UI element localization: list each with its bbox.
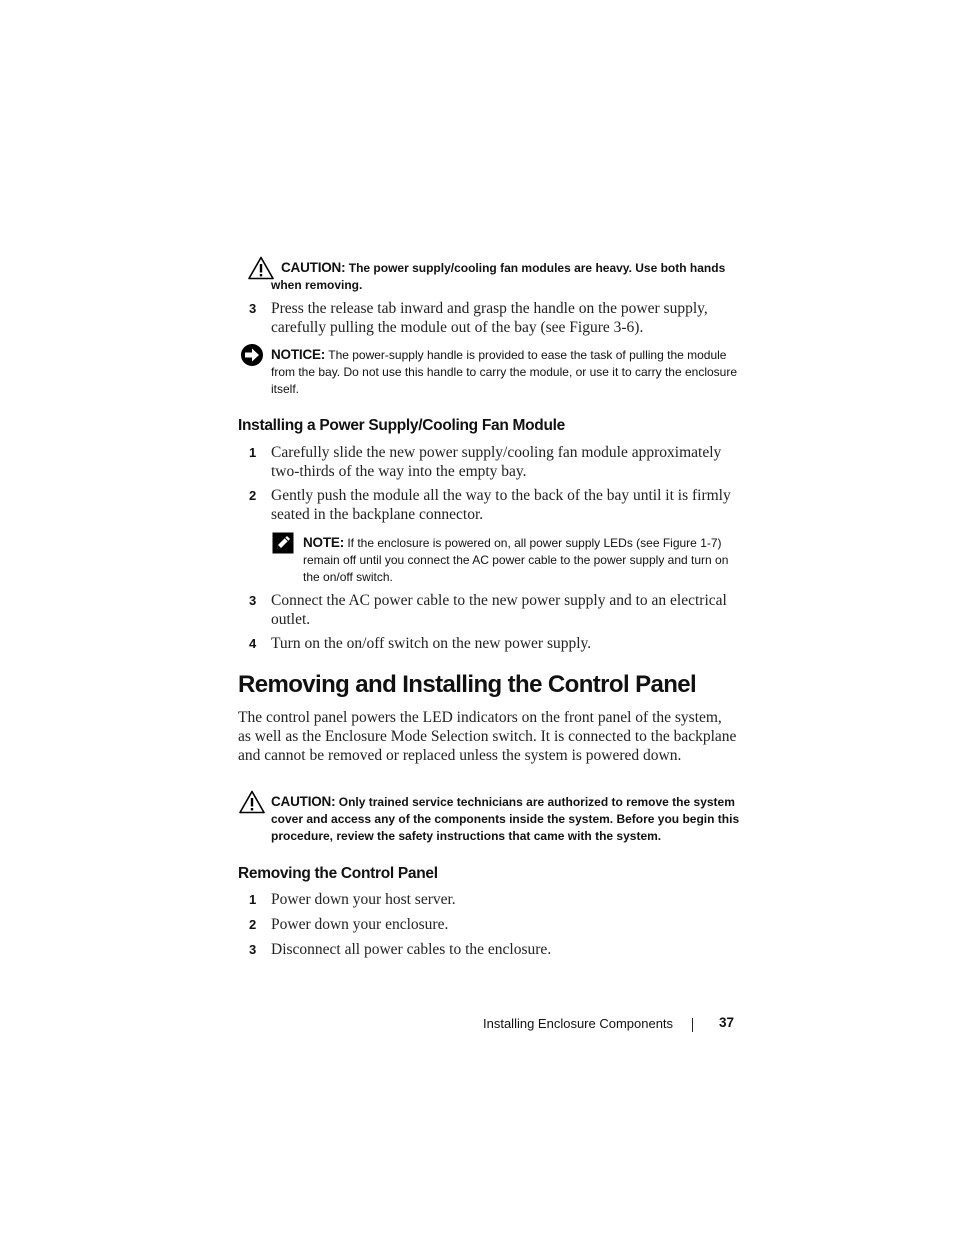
step-text: Connect the AC power cable to the new power supply and to an electrical outlet. (271, 592, 727, 628)
step-number: 3 (249, 593, 257, 608)
step-text: Turn on the on/off switch on the new power supply. (271, 635, 592, 652)
caution-text: Only trained service technicians are authorized to remove the system cover and access any of the components inside the system. Before you begin this procedure, review the safety instructions that came with the system. (271, 795, 740, 843)
caution-message (271, 793, 741, 845)
footer-chapter-title: Installing Enclosure Components (483, 1016, 674, 1031)
step-text: Press the release tab inward and grasp the handle on the power supply, carefully pulling the module out of the bay (see Figure 3-6). (271, 300, 708, 336)
section-heading: Removing the Control Panel (238, 865, 438, 882)
footer-divider (692, 1018, 693, 1032)
page-title: Removing and Installing the Control Panel (238, 671, 697, 698)
page-number: 37 (719, 1015, 735, 1030)
notice-arrow-icon (240, 343, 264, 367)
step-number: 2 (249, 917, 257, 932)
step-text: Power down your host server. (271, 891, 456, 908)
section-heading: Installing a Power Supply/Cooling Fan Module (238, 417, 565, 434)
step-text: Carefully slide the new power supply/cooling fan module approximately two-thirds of the way into the empty bay. (271, 444, 722, 480)
note-text: If the enclosure is powered on, all power supply LEDs (see Figure 1-7) remain off until you connect the AC power cable to the power supply and turn on the on/off switch. (303, 536, 729, 584)
notice-text: The power-supply handle is provided to ease the task of pulling the module from the bay. Do not use this handle to carry the module, or use it to carry the enclosure itself. (271, 348, 738, 396)
caution-triangle-icon (239, 790, 265, 814)
step-number: 3 (249, 942, 257, 957)
caution-label: CAUTION: (281, 260, 346, 275)
caution-text: The power supply/cooling fan modules are heavy. Use both hands when removing. (271, 261, 726, 292)
note-pencil-icon (272, 532, 294, 554)
step-text: Disconnect all power cables to the enclosure. (271, 941, 552, 958)
caution-label: CAUTION: (271, 794, 336, 809)
intro-paragraph: The control panel powers the LED indicators on the front panel of the system, as well as the Enclosure Mode Selection switch. It is connected to the backplane and cannot be removed or replaced unless the system is powered down. (238, 709, 737, 764)
note-message (303, 534, 739, 586)
step-number: 1 (249, 892, 257, 907)
step-number: 4 (249, 636, 257, 651)
notice-label: NOTICE: (271, 347, 326, 362)
step-number: 2 (249, 488, 257, 503)
note-label: NOTE: (303, 535, 344, 550)
caution-message (271, 259, 741, 294)
step-number: 1 (249, 445, 257, 460)
step-text: Power down your enclosure. (271, 916, 449, 933)
notice-message (271, 346, 739, 398)
step-number: 3 (249, 301, 257, 316)
step-text: Gently push the module all the way to the back of the bay until it is firmly seated in the backplane connector. (271, 487, 731, 523)
